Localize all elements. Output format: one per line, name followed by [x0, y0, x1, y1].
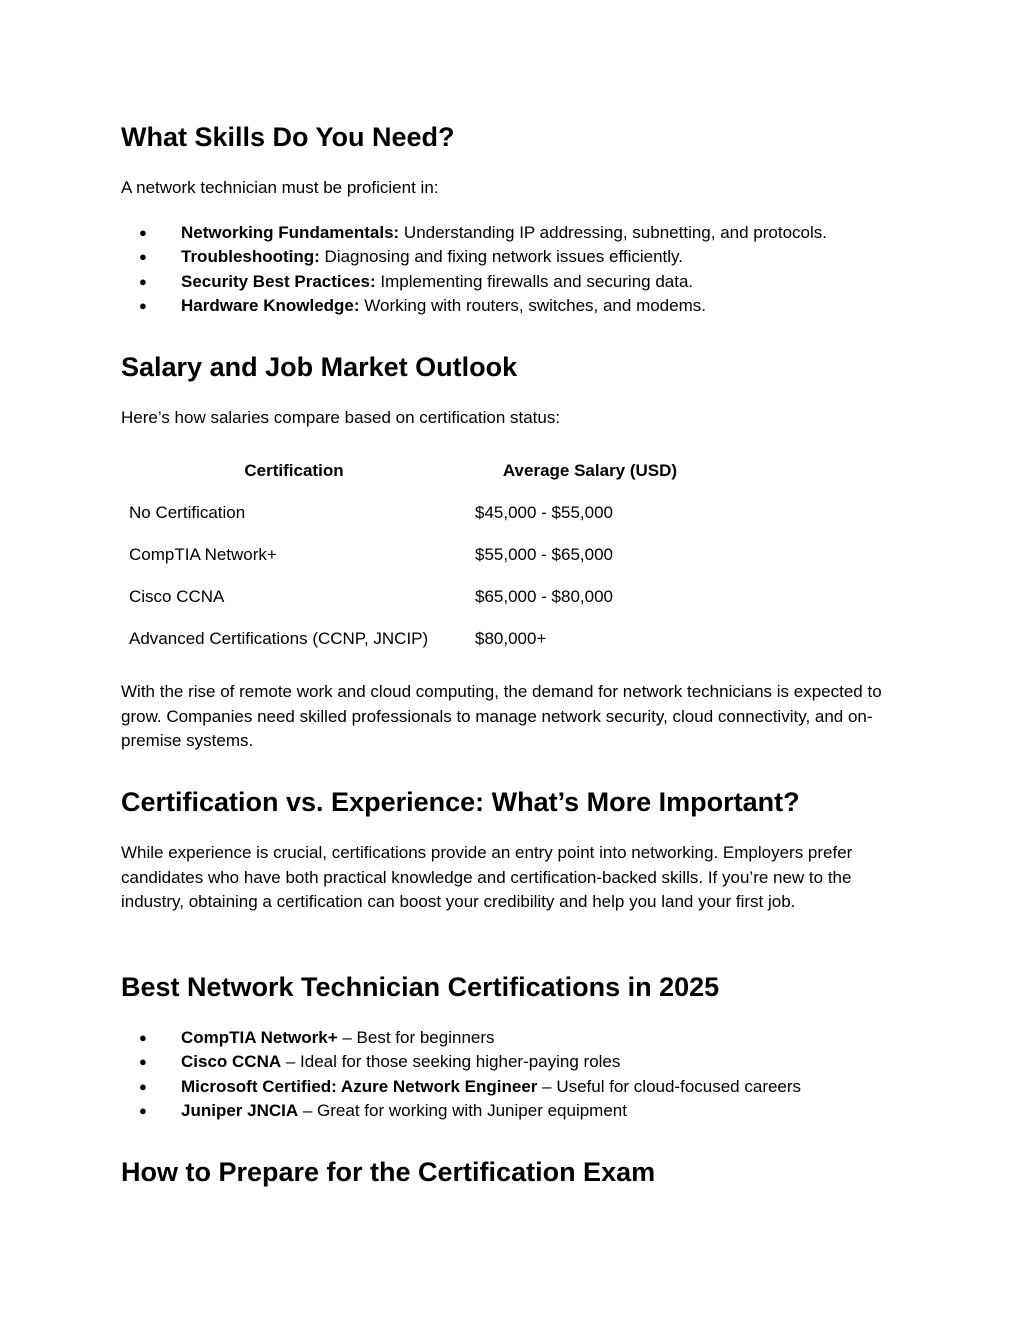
list-item [121, 270, 901, 294]
heading-cert-vs-experience: Certification vs. Experience: What’s More Important? [121, 787, 800, 817]
bullet-icon: ● [139, 225, 147, 240]
table-row [121, 492, 713, 534]
column-header: Certification [244, 461, 344, 480]
list-item-term: Networking Fundamentals: [181, 223, 400, 242]
list-item [121, 1026, 901, 1050]
bullet-icon: ● [139, 1103, 147, 1119]
list-item [121, 294, 901, 318]
list-item [121, 1075, 901, 1099]
heading-best-certs: Best Network Technician Certifications in 2025 [121, 972, 720, 1002]
list-item-text: Diagnosing and fixing network issues efficiently. [319, 247, 684, 267]
salary-outlook: With the rise of remote work and cloud computing, the demand for network technicians is expected to grow. Companies need skilled professionals to manage network security, cloud connectivity, and on-premise systems. [121, 682, 882, 750]
salary-table [121, 450, 713, 660]
table-row [121, 618, 713, 660]
heading-salary: Salary and Job Market Outlook [121, 352, 518, 382]
list-item-text: Working with routers, switches, and modems. [359, 296, 706, 316]
skills-list [121, 221, 901, 319]
table-cell: Cisco CCNA [129, 587, 225, 606]
list-item-term: Microsoft Certified: Azure Network Engineer [181, 1076, 538, 1096]
list-item [121, 1050, 901, 1074]
salary-intro: Here’s how salaries compare based on certification status: [121, 408, 561, 427]
list-item [121, 221, 901, 245]
list-item-text: – Useful for cloud-focused careers [537, 1076, 802, 1096]
list-item-term: Troubleshooting: [181, 247, 320, 267]
bullet-icon: ● [139, 1078, 147, 1094]
bullet-icon: ● [139, 249, 147, 265]
table-cell: $65,000 - $80,000 [475, 587, 614, 606]
list-item-text: – Great for working with Juniper equipment [298, 1101, 627, 1121]
skills-intro: A network technician must be proficient in: [121, 178, 439, 197]
list-item-term: Cisco CCNA [181, 1052, 282, 1072]
bullet-icon: ● [139, 1054, 147, 1070]
list-item-term: CompTIA Network+ [181, 1028, 338, 1047]
heading-prepare: How to Prepare for the Certification Exam [121, 1157, 656, 1187]
table-row [121, 534, 713, 576]
list-item [121, 1099, 901, 1123]
list-item-text: – Best for beginners [337, 1028, 495, 1047]
table-cell: CompTIA Network+ [129, 545, 277, 564]
heading-skills: What Skills Do You Need? [121, 122, 455, 152]
cert-vs-experience-body: While experience is crucial, certifications provide an entry point into networking. Employers prefer candidates who have both practical knowledge and certification-backed skills. If you’re new to the industry, obtaining a certification can boost your credibility and help you land your first job. [121, 843, 853, 911]
best-certs-list [121, 1026, 901, 1124]
bullet-icon: ● [139, 298, 147, 314]
table-row [121, 576, 713, 618]
table-cell: $55,000 - $65,000 [475, 545, 614, 564]
list-item-term: Security Best Practices: [181, 271, 376, 291]
list-item-term: Hardware Knowledge: [181, 296, 360, 316]
list-item-term: Juniper JNCIA [181, 1101, 299, 1121]
list-item-text: Understanding IP addressing, subnetting, and protocols. [399, 223, 827, 242]
table-cell: $45,000 - $55,000 [475, 503, 614, 522]
bullet-icon: ● [139, 1030, 147, 1045]
table-header-row [121, 450, 713, 492]
table-cell: Advanced Certifications (CCNP, JNCIP) [129, 629, 429, 648]
table-cell: No Certification [129, 503, 246, 522]
list-item [121, 245, 901, 269]
bullet-icon: ● [139, 273, 147, 289]
table-cell: $80,000+ [475, 629, 547, 648]
list-item-text: Implementing firewalls and securing data. [375, 271, 694, 291]
column-header: Average Salary (USD) [502, 461, 678, 480]
list-item-text: – Ideal for those seeking higher-paying roles [281, 1052, 621, 1072]
